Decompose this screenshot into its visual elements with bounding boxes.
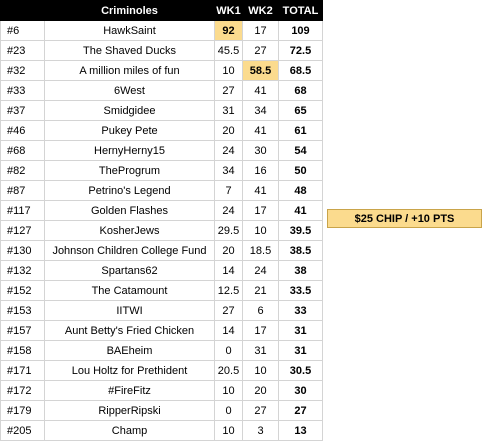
- table-row: [1, 21, 323, 41]
- rank-cell: #132: [1, 261, 45, 281]
- table-row: [1, 221, 323, 241]
- team-name-cell: KosherJews: [45, 221, 215, 241]
- header-wk1: WK1: [215, 1, 243, 21]
- wk1-cell: 20: [215, 121, 243, 141]
- table-row: [1, 181, 323, 201]
- table-row: [1, 261, 323, 281]
- total-cell: 61: [279, 121, 323, 141]
- wk1-cell: 14: [215, 261, 243, 281]
- team-name-cell: The Shaved Ducks: [45, 41, 215, 61]
- total-cell: 13: [279, 421, 323, 441]
- team-name-cell: A million miles of fun: [45, 61, 215, 81]
- wk2-cell: 41: [243, 81, 279, 101]
- wk1-cell: 10: [215, 61, 243, 81]
- rank-cell: #157: [1, 321, 45, 341]
- total-cell: 33.5: [279, 281, 323, 301]
- team-name-cell: #FireFitz: [45, 381, 215, 401]
- total-cell: 109: [279, 21, 323, 41]
- wk2-cell: 41: [243, 181, 279, 201]
- total-cell: 38: [279, 261, 323, 281]
- total-cell: 48: [279, 181, 323, 201]
- rank-cell: #37: [1, 101, 45, 121]
- table-row: [1, 341, 323, 361]
- wk1-cell: 7: [215, 181, 243, 201]
- team-name-cell: Aunt Betty's Fried Chicken: [45, 321, 215, 341]
- rank-cell: #205: [1, 421, 45, 441]
- total-cell: 41: [279, 201, 323, 221]
- total-cell: 68: [279, 81, 323, 101]
- table-row: [1, 361, 323, 381]
- team-name-cell: The Catamount: [45, 281, 215, 301]
- team-name-cell: Johnson Children College Fund: [45, 241, 215, 261]
- table-row: [1, 281, 323, 301]
- wk2-cell: 17: [243, 21, 279, 41]
- team-name-cell: HernyHerny15: [45, 141, 215, 161]
- wk2-cell: 10: [243, 361, 279, 381]
- table-row: [1, 201, 323, 221]
- wk1-cell: 24: [215, 141, 243, 161]
- total-cell: 68.5: [279, 61, 323, 81]
- rank-cell: #6: [1, 21, 45, 41]
- table-row: [1, 381, 323, 401]
- rank-cell: #171: [1, 361, 45, 381]
- table-row: [1, 101, 323, 121]
- team-name-cell: Golden Flashes: [45, 201, 215, 221]
- rank-cell: #127: [1, 221, 45, 241]
- header-wk2: WK2: [243, 1, 279, 21]
- wk1-cell: 27: [215, 301, 243, 321]
- header-total: TOTAL: [279, 1, 323, 21]
- total-cell: 31: [279, 341, 323, 361]
- team-name-cell: Lou Holtz for Prethident: [45, 361, 215, 381]
- total-cell: 39.5: [279, 221, 323, 241]
- wk2-cell: 16: [243, 161, 279, 181]
- wk2-cell: 30: [243, 141, 279, 161]
- header-team: Criminoles: [45, 1, 215, 21]
- total-cell: 30: [279, 381, 323, 401]
- rank-cell: #130: [1, 241, 45, 261]
- wk1-cell: 27: [215, 81, 243, 101]
- team-name-cell: IITWI: [45, 301, 215, 321]
- wk2-cell: 10: [243, 221, 279, 241]
- team-name-cell: Petrino's Legend: [45, 181, 215, 201]
- rank-cell: #179: [1, 401, 45, 421]
- total-cell: 38.5: [279, 241, 323, 261]
- total-cell: 65: [279, 101, 323, 121]
- rank-cell: #172: [1, 381, 45, 401]
- wk2-cell: 17: [243, 321, 279, 341]
- wk1-cell: 31: [215, 101, 243, 121]
- rank-cell: #33: [1, 81, 45, 101]
- rank-cell: #153: [1, 301, 45, 321]
- wk1-cell: 45.5: [215, 41, 243, 61]
- team-name-cell: Smidgidee: [45, 101, 215, 121]
- table-row: [1, 241, 323, 261]
- table-row: [1, 41, 323, 61]
- wk2-cell: 34: [243, 101, 279, 121]
- wk2-cell: 41: [243, 121, 279, 141]
- team-name-cell: HawkSaint: [45, 21, 215, 41]
- wk1-cell: 10: [215, 381, 243, 401]
- wk2-cell: 24: [243, 261, 279, 281]
- wk1-cell: 20: [215, 241, 243, 261]
- wk1-cell: 0: [215, 401, 243, 421]
- rank-cell: #32: [1, 61, 45, 81]
- wk2-cell: 27: [243, 41, 279, 61]
- table-row: [1, 301, 323, 321]
- table-row: [1, 81, 323, 101]
- wk2-cell: 21: [243, 281, 279, 301]
- total-cell: 31: [279, 321, 323, 341]
- wk2-cell: 6: [243, 301, 279, 321]
- wk1-cell: 20.5: [215, 361, 243, 381]
- rank-cell: #152: [1, 281, 45, 301]
- total-cell: 27: [279, 401, 323, 421]
- team-name-cell: Pukey Pete: [45, 121, 215, 141]
- table-row: [1, 121, 323, 141]
- wk2-cell: 58.5: [243, 61, 279, 81]
- rank-cell: #23: [1, 41, 45, 61]
- wk2-cell: 3: [243, 421, 279, 441]
- total-cell: 50: [279, 161, 323, 181]
- team-name-cell: RipperRipski: [45, 401, 215, 421]
- table-row: [1, 321, 323, 341]
- wk2-cell: 20: [243, 381, 279, 401]
- rank-cell: #68: [1, 141, 45, 161]
- rank-cell: #158: [1, 341, 45, 361]
- team-name-cell: TheProgrum: [45, 161, 215, 181]
- team-name-cell: BAEheim: [45, 341, 215, 361]
- total-cell: 54: [279, 141, 323, 161]
- rank-cell: #117: [1, 201, 45, 221]
- table-body: [1, 21, 323, 441]
- wk2-cell: 18.5: [243, 241, 279, 261]
- wk1-cell: 14: [215, 321, 243, 341]
- wk2-cell: 27: [243, 401, 279, 421]
- wk1-cell: 92: [215, 21, 243, 41]
- rank-cell: #82: [1, 161, 45, 181]
- wk1-cell: 29.5: [215, 221, 243, 241]
- total-cell: 30.5: [279, 361, 323, 381]
- team-name-cell: Champ: [45, 421, 215, 441]
- table-row: [1, 161, 323, 181]
- wk1-cell: 10: [215, 421, 243, 441]
- header-row: [1, 1, 323, 21]
- wk1-cell: 0: [215, 341, 243, 361]
- rank-cell: #87: [1, 181, 45, 201]
- header-rank: [1, 1, 45, 21]
- table-row: [1, 141, 323, 161]
- chip-note: $25 CHIP / +10 PTS: [327, 209, 482, 228]
- total-cell: 72.5: [279, 41, 323, 61]
- team-name-cell: 6West: [45, 81, 215, 101]
- wk1-cell: 24: [215, 201, 243, 221]
- team-name-cell: Spartans62: [45, 261, 215, 281]
- rank-cell: #46: [1, 121, 45, 141]
- total-cell: 33: [279, 301, 323, 321]
- wk1-cell: 34: [215, 161, 243, 181]
- table-row: [1, 61, 323, 81]
- table-row: [1, 421, 323, 441]
- wk2-cell: 31: [243, 341, 279, 361]
- table-row: [1, 401, 323, 421]
- wk2-cell: 17: [243, 201, 279, 221]
- wk1-cell: 12.5: [215, 281, 243, 301]
